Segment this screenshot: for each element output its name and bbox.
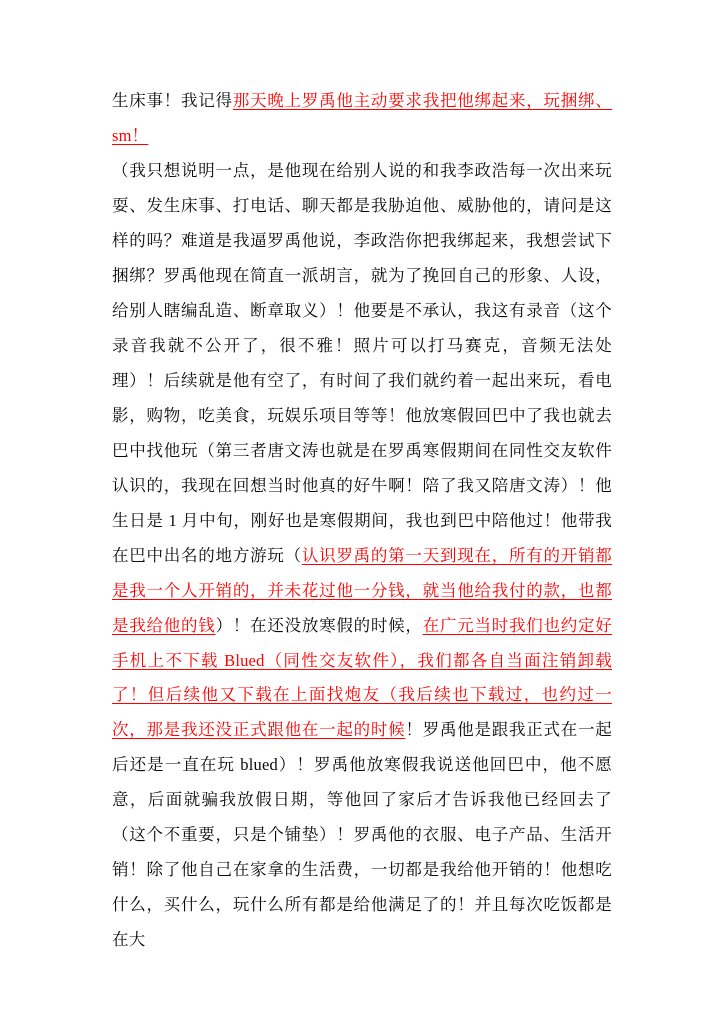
text-run-plain: ！罗禹他是跟我正式在一起后还是一直在玩 blued）！罗禹他放寒假我说送他回巴中，他不愿意，后面就骗我放假日期，等他回了家后才告诉我他已经回去了（这个不重要，只是个铺垫）！罗禹他的衣服、电子产品、生活开销！除了他自己在家拿的生活费，一切都是我给他开销的！他想吃什么，买什么，玩什么所有都是给他满足了的！并且每次吃饭都是在大 [112, 720, 613, 950]
document-body [112, 84, 612, 958]
paragraph-2 [112, 154, 612, 958]
paragraph-1 [112, 84, 612, 154]
text-run-plain: ）！在还没放寒假的时候， [215, 615, 423, 635]
text-run-highlighted: 认识罗禹的第一天到现在，所有的开销都是我一个人开销的，并未花过他一分钱，就当他给我付的款，也都是我给他的钱 [112, 545, 612, 635]
text-run-highlighted: 那天晚上罗禹他主动要求我把他绑起来，玩捆绑、sm！ [112, 91, 612, 145]
text-run-highlighted: 在广元当时我们也约定好手机上不下载 Blued（同性交友软件），我们都各自当面注销卸载了！但后续他又下载在上面找炮友（我后续也下载过，也约过一次，那是我还没正式跟他在一起的时候 [112, 615, 612, 740]
text-run-plain: 生床事！我记得 [112, 91, 233, 110]
text-run-plain: （我只想说明一点，是他现在给别人说的和我李政浩每一次出来玩耍、发生床事、打电话、聊天都是我胁迫他、威胁他的，请问是这样的吗？难道是我逼罗禹他说，李政浩你把我绑起来，我想尝试下捆绑？罗禹他现在简直一派胡言，就为了挽回自己的形象、人设，给别人瞎编乱造、断章取义）！他要是不承认，我这有录音（这个录音我就不公开了，很不雅！照片可以打马赛克，音频无法处理）！后续就是他有空了，有时间了我们就约着一起出来玩，看电影，购物，吃美食，玩娱乐项目等等！他放寒假回巴中了我也就去巴中找他玩（第三者唐文涛也就是在罗禹寒假期间在同性交友软件认识的，我现在回想当时他真的好牛啊！陪了我又陪唐文涛）！他生日是 1 月中旬，刚好也是寒假期间，我也到巴中陪他过！他带我在巴中出名的地方游玩（ [112, 160, 612, 565]
